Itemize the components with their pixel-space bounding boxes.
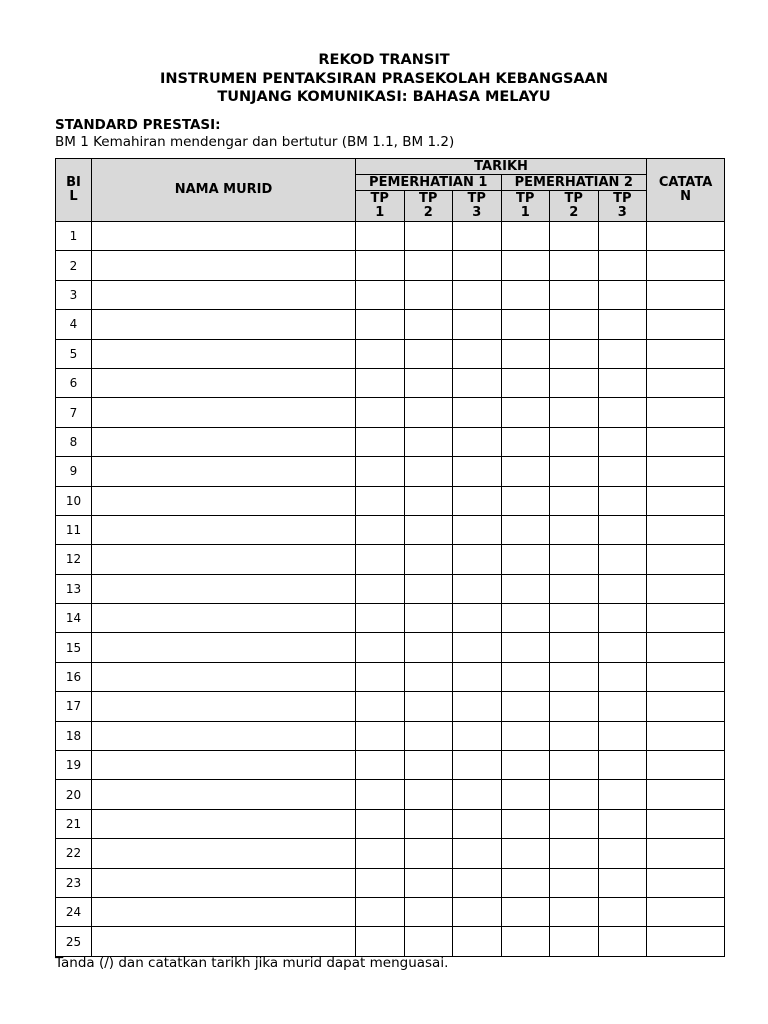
p2-tp3-cell[interactable] (598, 839, 647, 868)
p2-tp1-cell[interactable] (501, 809, 550, 838)
nama-murid-cell[interactable] (92, 545, 356, 574)
p1-tp2-cell[interactable] (404, 310, 453, 339)
p2-tp3-cell[interactable] (598, 574, 647, 603)
header-pemerhatian-1: PEMERHATIAN 1 (356, 175, 502, 191)
p2-tp3-cell[interactable] (598, 310, 647, 339)
row-number: 1 (56, 222, 92, 251)
catatan-cell[interactable] (647, 515, 725, 544)
p2-tp3-cell[interactable] (598, 897, 647, 926)
p2-tp2-cell[interactable] (550, 515, 599, 544)
catatan-cell[interactable] (647, 486, 725, 515)
p1-tp2-cell[interactable] (404, 751, 453, 780)
catatan-cell[interactable] (647, 427, 725, 456)
p2-tp3-cell[interactable] (598, 486, 647, 515)
p2-tp1-cell[interactable] (501, 368, 550, 397)
p1-tp2-cell[interactable] (404, 809, 453, 838)
p2-tp2-cell[interactable] (550, 339, 599, 368)
p2-tp3-cell[interactable] (598, 427, 647, 456)
p1-tp1-cell[interactable] (356, 751, 405, 780)
p2-tp3-cell[interactable] (598, 339, 647, 368)
p2-tp3-cell[interactable] (598, 692, 647, 721)
p1-tp2-cell[interactable] (404, 457, 453, 486)
row-number: 20 (56, 780, 92, 809)
p1-tp1-cell[interactable] (356, 368, 405, 397)
p1-tp3-cell[interactable] (453, 751, 502, 780)
p2-tp1-cell[interactable] (501, 427, 550, 456)
catatan-cell[interactable] (647, 310, 725, 339)
catatan-cell[interactable] (647, 545, 725, 574)
row-number: 10 (56, 486, 92, 515)
p1-tp3-cell[interactable] (453, 310, 502, 339)
p2-tp1-cell[interactable] (501, 721, 550, 750)
p1-tp1-cell[interactable] (356, 604, 405, 633)
p1-tp3-cell[interactable] (453, 633, 502, 662)
p2-tp2-cell[interactable] (550, 486, 599, 515)
catatan-cell[interactable] (647, 339, 725, 368)
title-line-3: TUNJANG KOMUNIKASI: BAHASA MELAYU (217, 89, 551, 105)
p2-tp2-cell[interactable] (550, 251, 599, 280)
catatan-cell[interactable] (647, 398, 725, 427)
nama-murid-cell[interactable] (92, 604, 356, 633)
p1-tp3-cell[interactable] (453, 780, 502, 809)
header-p1-tp2 (404, 191, 453, 222)
p1-tp3-cell[interactable] (453, 368, 502, 397)
p2-tp1-cell[interactable] (501, 839, 550, 868)
nama-murid-cell[interactable] (92, 692, 356, 721)
p1-tp3-cell[interactable] (453, 927, 502, 956)
nama-murid-cell[interactable] (92, 515, 356, 544)
row-number: 13 (56, 574, 92, 603)
row-number: 8 (56, 427, 92, 456)
p2-tp2-cell[interactable] (550, 280, 599, 309)
nama-murid-cell[interactable] (92, 427, 356, 456)
p1-tp1-cell[interactable] (356, 310, 405, 339)
table-row (56, 398, 725, 427)
nama-murid-cell[interactable] (92, 251, 356, 280)
table-row (56, 604, 725, 633)
p2-tp3-cell[interactable] (598, 545, 647, 574)
p2-tp1-cell[interactable] (501, 633, 550, 662)
nama-murid-cell[interactable] (92, 310, 356, 339)
nama-murid-cell[interactable] (92, 368, 356, 397)
row-number: 18 (56, 721, 92, 750)
p2-tp1-cell[interactable] (501, 339, 550, 368)
p1-tp1-cell[interactable] (356, 398, 405, 427)
p2-tp1-cell[interactable] (501, 280, 550, 309)
p2-tp1-cell[interactable] (501, 251, 550, 280)
p2-tp2-cell[interactable] (550, 897, 599, 926)
nama-murid-cell[interactable] (92, 868, 356, 897)
p1-tp3-cell[interactable] (453, 868, 502, 897)
p1-tp1-cell[interactable] (356, 662, 405, 691)
p2-tp3-cell[interactable] (598, 662, 647, 691)
p1-tp2-cell[interactable] (404, 927, 453, 956)
p2-tp2-cell[interactable] (550, 721, 599, 750)
header-p1-tp3-text: TP 3 (467, 191, 486, 220)
p2-tp2-cell[interactable] (550, 927, 599, 956)
table-row (56, 457, 725, 486)
p1-tp2-cell[interactable] (404, 427, 453, 456)
table-row (56, 486, 725, 515)
p1-tp1-cell[interactable] (356, 222, 405, 251)
row-number: 22 (56, 839, 92, 868)
catatan-cell[interactable] (647, 897, 725, 926)
p2-tp3-cell[interactable] (598, 457, 647, 486)
catatan-cell[interactable] (647, 868, 725, 897)
p2-tp3-cell[interactable] (598, 398, 647, 427)
catatan-cell[interactable] (647, 692, 725, 721)
p2-tp1-cell[interactable] (501, 574, 550, 603)
p1-tp3-cell[interactable] (453, 427, 502, 456)
p2-tp2-cell[interactable] (550, 662, 599, 691)
p2-tp3-cell[interactable] (598, 633, 647, 662)
header-p2-tp2 (550, 191, 599, 222)
p1-tp3-cell[interactable] (453, 251, 502, 280)
table-row (56, 868, 725, 897)
p2-tp3-cell[interactable] (598, 927, 647, 956)
p1-tp2-cell[interactable] (404, 780, 453, 809)
row-number: 5 (56, 339, 92, 368)
p2-tp3-cell[interactable] (598, 780, 647, 809)
table-row (56, 633, 725, 662)
p2-tp1-cell[interactable] (501, 515, 550, 544)
header-catatan-text: CATATA N (658, 175, 713, 204)
p2-tp1-cell[interactable] (501, 604, 550, 633)
standard-label: STANDARD PRESTASI: (55, 117, 221, 133)
header-p1-tp1 (356, 191, 405, 222)
p2-tp2-cell[interactable] (550, 692, 599, 721)
p1-tp1-cell[interactable] (356, 839, 405, 868)
row-number: 23 (56, 868, 92, 897)
p1-tp1-cell[interactable] (356, 927, 405, 956)
p1-tp3-cell[interactable] (453, 721, 502, 750)
row-number: 3 (56, 280, 92, 309)
p1-tp2-cell[interactable] (404, 868, 453, 897)
header-p2-tp3 (598, 191, 647, 222)
p1-tp3-cell[interactable] (453, 897, 502, 926)
p1-tp2-cell[interactable] (404, 574, 453, 603)
p2-tp2-cell[interactable] (550, 751, 599, 780)
table-row (56, 515, 725, 544)
p1-tp3-cell[interactable] (453, 809, 502, 838)
row-number: 17 (56, 692, 92, 721)
p2-tp3-cell[interactable] (598, 280, 647, 309)
document-title (0, 51, 768, 107)
p1-tp2-cell[interactable] (404, 486, 453, 515)
p1-tp1-cell[interactable] (356, 251, 405, 280)
p1-tp3-cell[interactable] (453, 457, 502, 486)
p1-tp3-cell[interactable] (453, 604, 502, 633)
nama-murid-cell[interactable] (92, 339, 356, 368)
p2-tp3-cell[interactable] (598, 368, 647, 397)
p1-tp1-cell[interactable] (356, 633, 405, 662)
header-p2-tp2-text: TP 2 (564, 191, 583, 220)
header-pemerhatian-2: PEMERHATIAN 2 (501, 175, 647, 191)
table-row (56, 310, 725, 339)
row-number: 11 (56, 515, 92, 544)
p2-tp2-cell[interactable] (550, 633, 599, 662)
table-row (56, 662, 725, 691)
p1-tp1-cell[interactable] (356, 280, 405, 309)
p2-tp2-cell[interactable] (550, 427, 599, 456)
header-bil (56, 159, 92, 222)
table-row (56, 574, 725, 603)
table-row (56, 927, 725, 956)
table-row (56, 280, 725, 309)
nama-murid-cell[interactable] (92, 780, 356, 809)
row-number: 12 (56, 545, 92, 574)
p1-tp1-cell[interactable] (356, 692, 405, 721)
table-row (56, 780, 725, 809)
p1-tp3-cell[interactable] (453, 574, 502, 603)
p2-tp2-cell[interactable] (550, 604, 599, 633)
p1-tp1-cell[interactable] (356, 780, 405, 809)
catatan-cell[interactable] (647, 751, 725, 780)
p2-tp3-cell[interactable] (598, 515, 647, 544)
p1-tp3-cell[interactable] (453, 515, 502, 544)
header-p1-tp3 (453, 191, 502, 222)
nama-murid-cell[interactable] (92, 486, 356, 515)
p1-tp1-cell[interactable] (356, 427, 405, 456)
record-table-body (56, 222, 725, 957)
p1-tp2-cell[interactable] (404, 398, 453, 427)
p1-tp1-cell[interactable] (356, 339, 405, 368)
nama-murid-cell[interactable] (92, 398, 356, 427)
p1-tp1-cell[interactable] (356, 897, 405, 926)
p1-tp2-cell[interactable] (404, 280, 453, 309)
footnote: Tanda (/) dan catatkan tarikh jika murid dapat menguasai. (55, 955, 449, 971)
title-line-2: INSTRUMEN PENTAKSIRAN PRASEKOLAH KEBANGSAAN (159, 70, 608, 87)
p2-tp3-cell[interactable] (598, 809, 647, 838)
p1-tp3-cell[interactable] (453, 839, 502, 868)
p2-tp1-cell[interactable] (501, 398, 550, 427)
table-row (56, 427, 725, 456)
p1-tp2-cell[interactable] (404, 545, 453, 574)
p2-tp3-cell[interactable] (598, 222, 647, 251)
p1-tp2-cell[interactable] (404, 662, 453, 691)
row-number: 4 (56, 310, 92, 339)
p1-tp1-cell[interactable] (356, 809, 405, 838)
row-number: 6 (56, 368, 92, 397)
catatan-cell[interactable] (647, 222, 725, 251)
p1-tp3-cell[interactable] (453, 398, 502, 427)
p1-tp1-cell[interactable] (356, 721, 405, 750)
p2-tp2-cell[interactable] (550, 839, 599, 868)
header-p2-tp3-text: TP 3 (613, 191, 632, 220)
p2-tp1-cell[interactable] (501, 457, 550, 486)
nama-murid-cell[interactable] (92, 839, 356, 868)
p2-tp3-cell[interactable] (598, 721, 647, 750)
p1-tp2-cell[interactable] (404, 721, 453, 750)
table-row (56, 368, 725, 397)
p1-tp1-cell[interactable] (356, 545, 405, 574)
p2-tp2-cell[interactable] (550, 809, 599, 838)
p2-tp2-cell[interactable] (550, 574, 599, 603)
catatan-cell[interactable] (647, 809, 725, 838)
p2-tp3-cell[interactable] (598, 751, 647, 780)
p2-tp2-cell[interactable] (550, 457, 599, 486)
p1-tp2-cell[interactable] (404, 515, 453, 544)
p1-tp2-cell[interactable] (404, 222, 453, 251)
row-number: 14 (56, 604, 92, 633)
p1-tp3-cell[interactable] (453, 662, 502, 691)
p1-tp1-cell[interactable] (356, 574, 405, 603)
table-row (56, 809, 725, 838)
p2-tp1-cell[interactable] (501, 662, 550, 691)
p2-tp1-cell[interactable] (501, 780, 550, 809)
p1-tp3-cell[interactable] (453, 545, 502, 574)
p2-tp1-cell[interactable] (501, 222, 550, 251)
catatan-cell[interactable] (647, 280, 725, 309)
header-p2-tp1-text: TP 1 (516, 191, 535, 220)
table-row (56, 839, 725, 868)
row-number: 21 (56, 809, 92, 838)
p2-tp3-cell[interactable] (598, 604, 647, 633)
catatan-cell[interactable] (647, 604, 725, 633)
p2-tp1-cell[interactable] (501, 545, 550, 574)
row-number: 7 (56, 398, 92, 427)
row-number: 25 (56, 927, 92, 956)
nama-murid-cell[interactable] (92, 897, 356, 926)
p2-tp2-cell[interactable] (550, 780, 599, 809)
header-p1-tp1-text: TP 1 (370, 191, 389, 220)
p2-tp1-cell[interactable] (501, 868, 550, 897)
row-number: 2 (56, 251, 92, 280)
p2-tp1-cell[interactable] (501, 927, 550, 956)
p1-tp2-cell[interactable] (404, 251, 453, 280)
nama-murid-cell[interactable] (92, 457, 356, 486)
nama-murid-cell[interactable] (92, 809, 356, 838)
p1-tp1-cell[interactable] (356, 457, 405, 486)
table-row (56, 545, 725, 574)
table-row (56, 339, 725, 368)
p2-tp1-cell[interactable] (501, 692, 550, 721)
nama-murid-cell[interactable] (92, 222, 356, 251)
p1-tp1-cell[interactable] (356, 515, 405, 544)
p1-tp3-cell[interactable] (453, 280, 502, 309)
record-table (55, 158, 725, 957)
title-line-1: REKOD TRANSIT (318, 52, 450, 68)
p1-tp2-cell[interactable] (404, 692, 453, 721)
p1-tp2-cell[interactable] (404, 339, 453, 368)
catatan-cell[interactable] (647, 457, 725, 486)
p1-tp3-cell[interactable] (453, 339, 502, 368)
catatan-cell[interactable] (647, 927, 725, 956)
p2-tp1-cell[interactable] (501, 751, 550, 780)
table-row (56, 897, 725, 926)
p2-tp2-cell[interactable] (550, 545, 599, 574)
header-nama-murid: NAMA MURID (92, 159, 356, 222)
catatan-cell[interactable] (647, 721, 725, 750)
row-number: 19 (56, 751, 92, 780)
table-row (56, 692, 725, 721)
p1-tp2-cell[interactable] (404, 633, 453, 662)
row-number: 15 (56, 633, 92, 662)
catatan-cell[interactable] (647, 780, 725, 809)
p2-tp2-cell[interactable] (550, 222, 599, 251)
standard-text: BM 1 Kemahiran mendengar dan bertutur (BM 1.1, BM 1.2) (55, 134, 455, 150)
catatan-cell[interactable] (647, 251, 725, 280)
catatan-cell[interactable] (647, 662, 725, 691)
nama-murid-cell[interactable] (92, 721, 356, 750)
nama-murid-cell[interactable] (92, 751, 356, 780)
header-catatan (647, 159, 725, 222)
p2-tp1-cell[interactable] (501, 897, 550, 926)
p1-tp2-cell[interactable] (404, 839, 453, 868)
nama-murid-cell[interactable] (92, 927, 356, 956)
catatan-cell[interactable] (647, 574, 725, 603)
row-number: 24 (56, 897, 92, 926)
p2-tp2-cell[interactable] (550, 368, 599, 397)
catatan-cell[interactable] (647, 839, 725, 868)
header-p2-tp1 (501, 191, 550, 222)
table-row (56, 751, 725, 780)
p2-tp2-cell[interactable] (550, 398, 599, 427)
p1-tp2-cell[interactable] (404, 897, 453, 926)
row-number: 9 (56, 457, 92, 486)
header-tarikh: TARIKH (356, 159, 647, 175)
nama-murid-cell[interactable] (92, 662, 356, 691)
header-p1-tp2-text: TP 2 (419, 191, 438, 220)
catatan-cell[interactable] (647, 368, 725, 397)
table-row (56, 251, 725, 280)
p1-tp1-cell[interactable] (356, 868, 405, 897)
nama-murid-cell[interactable] (92, 574, 356, 603)
header-bil-text: BI L (66, 175, 81, 204)
catatan-cell[interactable] (647, 633, 725, 662)
p1-tp1-cell[interactable] (356, 486, 405, 515)
p1-tp3-cell[interactable] (453, 692, 502, 721)
row-number: 16 (56, 662, 92, 691)
table-row (56, 222, 725, 251)
nama-murid-cell[interactable] (92, 280, 356, 309)
p1-tp2-cell[interactable] (404, 604, 453, 633)
p2-tp2-cell[interactable] (550, 310, 599, 339)
table-row (56, 721, 725, 750)
p1-tp2-cell[interactable] (404, 368, 453, 397)
p2-tp3-cell[interactable] (598, 868, 647, 897)
p1-tp3-cell[interactable] (453, 486, 502, 515)
p2-tp1-cell[interactable] (501, 310, 550, 339)
p2-tp2-cell[interactable] (550, 868, 599, 897)
p2-tp1-cell[interactable] (501, 486, 550, 515)
p1-tp3-cell[interactable] (453, 222, 502, 251)
nama-murid-cell[interactable] (92, 633, 356, 662)
p2-tp3-cell[interactable] (598, 251, 647, 280)
